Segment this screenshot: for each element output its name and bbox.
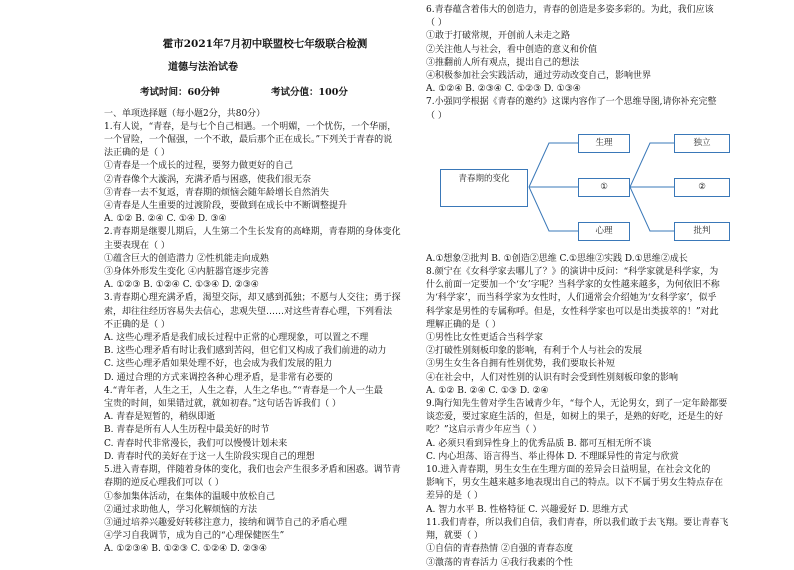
text-line: D. 通过合理的方式来调控各种心理矛盾，是非常有必要的 — [104, 372, 333, 383]
text-line: A. 必须只看到异性身上的优秀品质 B. 都可互相无所不谈 — [426, 438, 652, 449]
text-line: 吃？”这启示青少年应当（ ） — [426, 425, 542, 436]
text-line: ③青春一去不复返，青春期的烦恼会随年龄增长自然消失 — [104, 187, 330, 198]
text-line: B. 这些心理矛盾有时让我们感到苦闷，但它们又构成了我们前进的动力 — [104, 346, 387, 357]
text-line: 9.陶行知先生曾对学生告诫青少年，“每个人，无论男女，到了一定年龄都要 — [426, 399, 728, 410]
text-line: A. ①②④ B. ②③④ C. ①②③ D. ①③④ — [426, 84, 581, 95]
text-line: 春期的逆反心理我们可以（ ） — [104, 478, 224, 489]
text-line: 宝贵的时间，如果错过就，就如初春。”这句话告诉我们（ ） — [104, 399, 341, 410]
text-line: ①男性比女性更适合当科学家 — [426, 333, 544, 344]
text-line: （ ） — [426, 110, 447, 121]
exam-subtitle: 道德与法治试卷 — [168, 62, 238, 74]
right-question-lines-a — [426, 4, 778, 123]
mind-map-mid: ① — [578, 178, 630, 197]
text-line: A. ①②③④ B. ①②③ C. ①②④ D. ②③④ — [104, 544, 267, 555]
text-line: C. 青春时代非常漫长，我们可以慢慢计划未来 — [104, 438, 288, 449]
mind-map-center: 青春期的变化 — [440, 169, 528, 207]
mind-map-bottom-right: 批判 — [674, 222, 730, 241]
text-line: ④积极参加社会实践活动，通过劳动改变自己，影响世界 — [426, 71, 652, 82]
text-line: ①青春是一个成长的过程，要努力做更好的自己 — [104, 161, 294, 172]
mind-map-top-right: 独立 — [674, 134, 730, 153]
exam-title: 霍市2021年7月初中联盟校七年级联合检测 — [162, 38, 368, 50]
text-line: 什么前面一定要加一个‘女’字呢？当科学家的女性越来越多，为何依旧不称 — [426, 280, 720, 291]
exam-score: 考试分值：100分 — [271, 87, 348, 99]
mind-map-diagram — [426, 125, 778, 251]
text-line: ④学习自我调节，成为自己的“心理保健医生” — [104, 531, 285, 542]
text-line: D. 青春时代的美好在于这一人生阶段实现自己的理想 — [104, 451, 315, 462]
text-line: A. 智力水平 B. 性格特征 C. 兴趣爱好 D. 思维方式 — [426, 504, 629, 515]
text-line: ①参加集体活动，在集体的温暖中放松自己 — [104, 491, 276, 502]
text-line: ②青春像个大漩涡，充满矛盾与困惑，使我们很无奈 — [104, 174, 312, 185]
text-line: ③通过培养兴趣爱好转移注意力，接纳和调节自己的矛盾心理 — [104, 517, 348, 528]
text-line: 10.进入青春期，男生女生在生理方面的差异会日益明显，在社会文化的 — [426, 465, 711, 476]
text-line: A. 青春是短暂的，稍纵即逝 — [104, 412, 216, 423]
text-line: ③激荡的青春活力 ④我行我素的个性 — [426, 557, 573, 568]
text-line: 3.青春期心理充满矛盾，渴望交际，却又感到孤独；不愿与人交往；勇于探 — [104, 293, 401, 304]
text-line: 1.有人说，“青春，是与七个自己相遇。一个明媚，一个忧伤，一个华丽， — [104, 121, 397, 132]
text-line: 2.青春期是继婴儿期后，人生第二个生长发育的高峰期，青春期的身体变化 — [104, 227, 401, 238]
text-line: 差异的是（ ） — [426, 491, 483, 502]
text-line: 一、单项选择题（每小题2分，共80分） — [104, 108, 266, 119]
text-line: 6.青春蕴含着伟大的创造力，青春的创造是多姿多彩的。为此，我们应该 — [426, 5, 714, 15]
mind-map-top: 生理 — [578, 134, 630, 153]
mind-map-mid-right: ② — [674, 178, 730, 197]
text-line: A. ①②③ B. ①②④ C. ①③④ D. ②③④ — [104, 280, 259, 291]
right-question-lines-b — [426, 253, 778, 570]
mind-map-bottom: 心理 — [578, 222, 630, 241]
text-line: 主要表现在（ ） — [104, 240, 170, 251]
text-line: ②关注他人与社会，看中创造的意义和价值 — [426, 44, 598, 55]
text-line: 法正确的是（ ） — [104, 148, 170, 159]
text-line: ①敢于打破常规，开创前人未走之路 — [426, 31, 571, 42]
text-line: 谈恋爱，要过家庭生活的，但是，如树上的果子，是熟的好吃，还是生的好 — [426, 412, 724, 423]
exam-time: 考试时间：60分钟 — [140, 87, 220, 99]
text-line: ①蕴含巨大的创造潜力 ②性机能走向成熟 — [104, 253, 269, 264]
text-line: 不正确的是（ ） — [104, 319, 170, 330]
text-line: ③推翻前人所有观点，提出自己的想法 — [426, 57, 580, 68]
text-line: 翔，就要（ ） — [426, 531, 483, 542]
text-line: 科学家是男性的专属称呼。但是，女性科学家也可以是出类拔萃的！”对此 — [426, 306, 719, 317]
text-line: 11.我们青春，所以我们自信，我们青春，所以我们敢于去飞翔。要让青春飞 — [426, 517, 729, 528]
text-line: ③身体外形发生变化 ④内脏器官逐步完善 — [104, 267, 269, 278]
exam-meta — [104, 86, 426, 99]
text-line: ③男生女生各自拥有性别优势，我们要取长补短 — [426, 359, 616, 370]
text-line: 4.“青年者，人生之王，人生之春，人生之华也。”“青春是一个人一生最 — [104, 385, 383, 396]
text-line: ④青春是人生重要的过渡阶段，要做到在成长中不断调整提升 — [104, 201, 348, 212]
text-line: 为‘科学家’，而当科学家为女性时，人们通常会介绍她为‘女科学家’，似乎 — [426, 293, 717, 304]
text-line: ①自信的青春热情 ②自强的青春态度 — [426, 544, 573, 555]
left-column — [104, 0, 426, 557]
text-line: C. 这些心理矛盾如果处理不好，也会成为我们发展的阻力 — [104, 359, 333, 370]
text-line: ④在社会中，人们对性别的认识有时会受到性别刻板印象的影响 — [426, 372, 679, 383]
text-line: A. ①② B. ②④ C. ①③ D. ②④ — [426, 385, 549, 396]
text-line: ②打破性别刻板印象的影响，有利于个人与社会的发展 — [426, 346, 643, 357]
text-line: （ ） — [426, 18, 447, 29]
text-line: A. 这些心理矛盾是我们成长过程中正常的心理现象，可以置之不理 — [104, 333, 369, 344]
text-line: 8.颜宁在《女科学家去哪儿了？》的演讲中反问：“科学家就是科学家，为 — [426, 267, 719, 278]
text-line: 5.进入青春期，伴随着身体的变化，我们也会产生很多矛盾和困惑。调节青 — [104, 465, 401, 476]
text-line: 理解正确的是（ ） — [426, 319, 501, 330]
text-line: A. ①② B. ②④ C. ①④ D. ③④ — [104, 214, 227, 225]
left-question-lines — [104, 108, 426, 557]
right-column — [426, 4, 778, 570]
text-line: B. 青春是所有人人生历程中最美好的时节 — [104, 425, 270, 436]
text-line: 影响下，男女生越来越多地表现出自己的特点。以下不属于男女生特点存在 — [426, 478, 724, 489]
text-line: 一个冒险，一个倔强，一个不敢，最后那个正在成长。”下列关于青春的说 — [104, 135, 393, 146]
text-line: C. 内心坦荡、语言得当、举止得体 D. 不理睬异性的肯定与欣赏 — [426, 451, 679, 462]
text-line: ②通过求助他人，学习化解烦恼的方法 — [104, 504, 258, 515]
text-line: A.①想象②批判 B. ①创造②思维 C.①思维②实践 D.①思维②成长 — [426, 253, 688, 264]
text-line: 7.小强同学根据《青春的邀约》这课内容作了一个思维导图,请你补充完整 — [426, 97, 717, 108]
text-line: 索，却往往经历容易失去信心，悲观失望……对这些青春心理，下列看法 — [104, 306, 393, 317]
